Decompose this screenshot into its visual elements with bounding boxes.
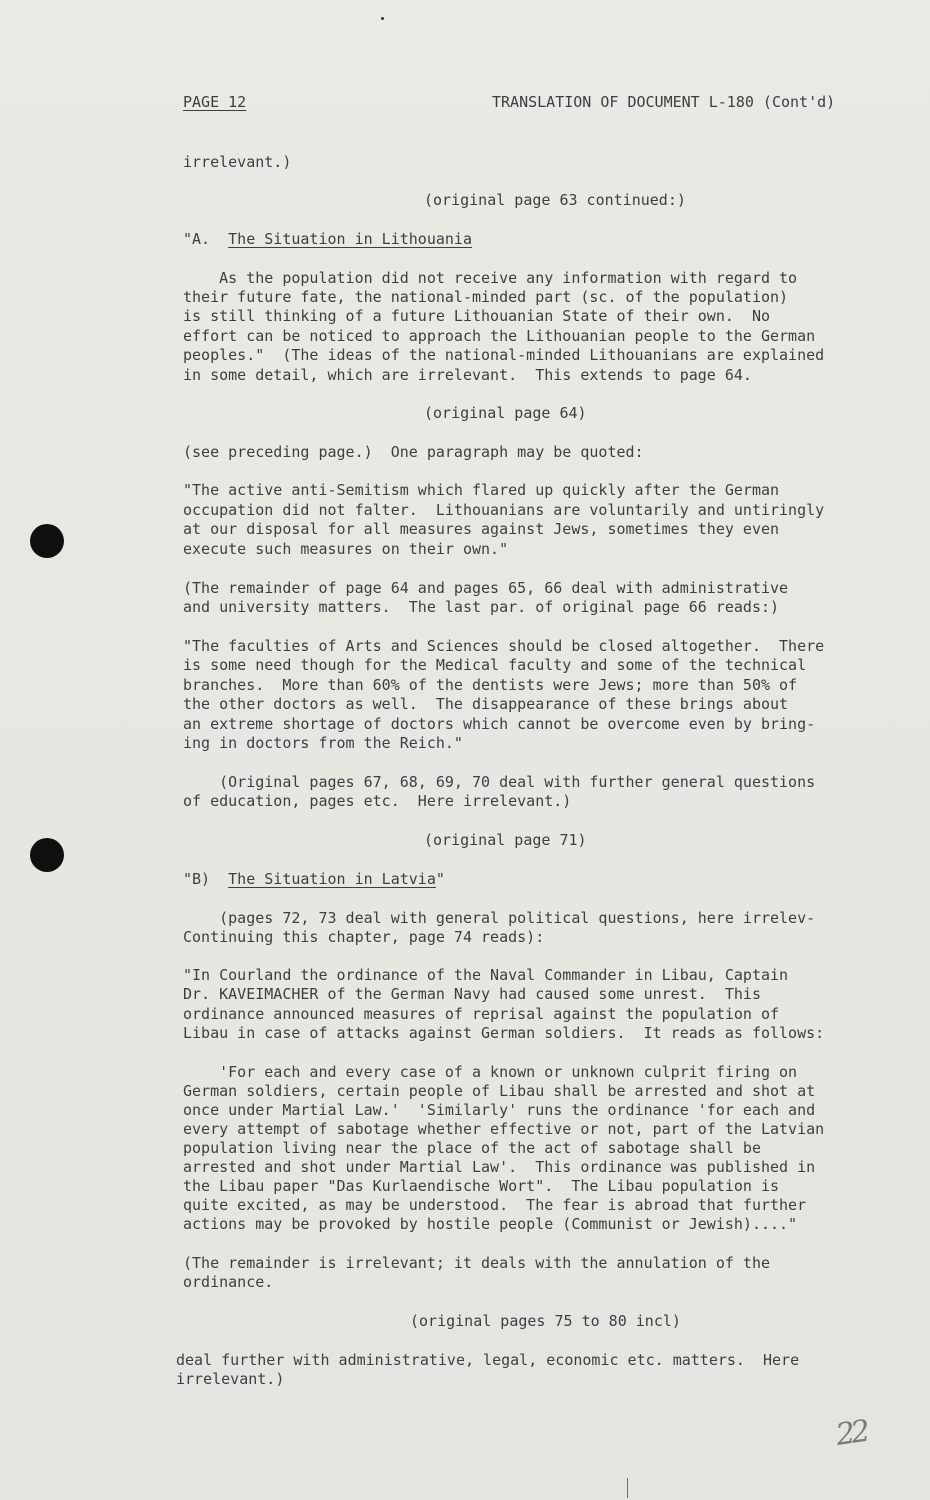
text-line: (The remainder of page 64 and pages 65, 66 deal with administrative <box>183 579 789 597</box>
text-line: population living near the place of the act of sabotage shall be <box>183 1139 761 1157</box>
text-line: (see preceding page.) One paragraph may be quoted: <box>183 443 644 461</box>
text-line: Libau in case of attacks against German soldiers. It reads as follows: <box>183 1024 825 1042</box>
text-line: effort can be noticed to approach the Lithouanian people to the German <box>183 327 816 345</box>
text-line: "The faculties of Arts and Sciences should be closed altogether. There <box>183 637 825 655</box>
text-line: deal further with administrative, legal, economic etc. matters. Here <box>176 1351 800 1369</box>
text-line: is some need though for the Medical faculty and some of the technical <box>183 656 807 674</box>
text-line: (Original pages 67, 68, 69, 70 deal with further general questions <box>183 773 816 791</box>
text-line: As the population did not receive any information with regard to <box>183 269 798 287</box>
page-reference: (original pages 75 to 80 incl) <box>410 1312 681 1330</box>
text-line: branches. More than 60% of the dentists were Jews; more than 50% of <box>183 676 798 694</box>
text-line: actions may be provoked by hostile people (Communist or Jewish)...." <box>183 1215 798 1233</box>
text-line: "In Courland the ordinance of the Naval Commander in Libau, Captain <box>183 966 789 984</box>
text-line: of education, pages etc. Here irrelevant.) <box>183 792 572 810</box>
section-heading-text: The Situation in Lithouania <box>228 230 472 248</box>
text-line: ordinance announced measures of reprisal against the population of <box>183 1005 780 1023</box>
text-line: and university matters. The last par. of original page 66 reads:) <box>183 598 780 616</box>
text-line: occupation did not falter. Lithouanians are voluntarily and untiringly <box>183 501 825 519</box>
section-heading-marker: "B) <box>183 870 229 888</box>
text-line: ing in doctors from the Reich." <box>183 734 463 752</box>
page-label: PAGE 12 <box>183 93 247 111</box>
text-line: Continuing this chapter, page 74 reads): <box>183 928 545 946</box>
punch-hole <box>30 838 64 872</box>
text-line: irrelevant.) <box>176 1370 285 1388</box>
page-reference: (original page 71) <box>424 831 587 849</box>
text-line: is still thinking of a future Lithouanian State of their own. No <box>183 307 770 325</box>
section-heading <box>183 230 472 250</box>
text-line: 'For each and every case of a known or unknown culprit firing on <box>183 1063 798 1081</box>
text-line: in some detail, which are irrelevant. This extends to page 64. <box>183 366 752 384</box>
text-line: execute such measures on their own." <box>183 540 509 558</box>
text-line: an extreme shortage of doctors which cannot be overcome even by bring- <box>183 715 816 733</box>
text-line: the Libau paper "Das Kurlaendische Wort". The Libau population is <box>183 1177 780 1195</box>
text-line: German soldiers, certain people of Libau shall be arrested and shot at <box>183 1082 816 1100</box>
section-heading-text: The Situation in Latvia <box>228 870 436 888</box>
punch-hole <box>30 524 64 558</box>
text-line: peoples." (The ideas of the national-minded Lithouanians are explained <box>183 346 825 364</box>
text-line: "The active anti-Semitism which flared up quickly after the German <box>183 481 780 499</box>
text-line: the other doctors as well. The disappearance of these brings about <box>183 695 789 713</box>
pencil-mark <box>627 1478 628 1498</box>
handwritten-page-number: 22 <box>833 1414 869 1453</box>
text-line: quite excited, as may be understood. The fear is abroad that further <box>183 1196 807 1214</box>
text-line: at our disposal for all measures against Jews, sometimes they even <box>183 520 780 538</box>
text-line: ordinance. <box>183 1273 274 1291</box>
text-line: irrelevant.) <box>183 153 292 171</box>
section-heading-marker: "A. <box>183 230 229 248</box>
section-heading <box>183 870 445 890</box>
speck <box>381 17 384 20</box>
text-line: (pages 72, 73 deal with general political questions, here irrelev- <box>183 909 816 927</box>
section-heading-quote: " <box>435 870 445 888</box>
page-reference: (original page 64) <box>424 404 587 422</box>
document-title: TRANSLATION OF DOCUMENT L-180 (Cont'd) <box>492 93 836 111</box>
text-line: (The remainder is irrelevant; it deals with the annulation of the <box>183 1254 770 1272</box>
text-line: Dr. KAVEIMACHER of the German Navy had caused some unrest. This <box>183 985 761 1003</box>
text-line: every attempt of sabotage whether effective or not, part of the Latvian <box>183 1120 825 1138</box>
text-line: once under Martial Law.' 'Similarly' runs the ordinance 'for each and <box>183 1101 816 1119</box>
page-reference: (original page 63 continued:) <box>424 191 686 209</box>
text-line: arrested and shot under Martial Law'. This ordinance was published in <box>183 1158 816 1176</box>
text-line: their future fate, the national-minded part (sc. of the population) <box>183 288 789 306</box>
